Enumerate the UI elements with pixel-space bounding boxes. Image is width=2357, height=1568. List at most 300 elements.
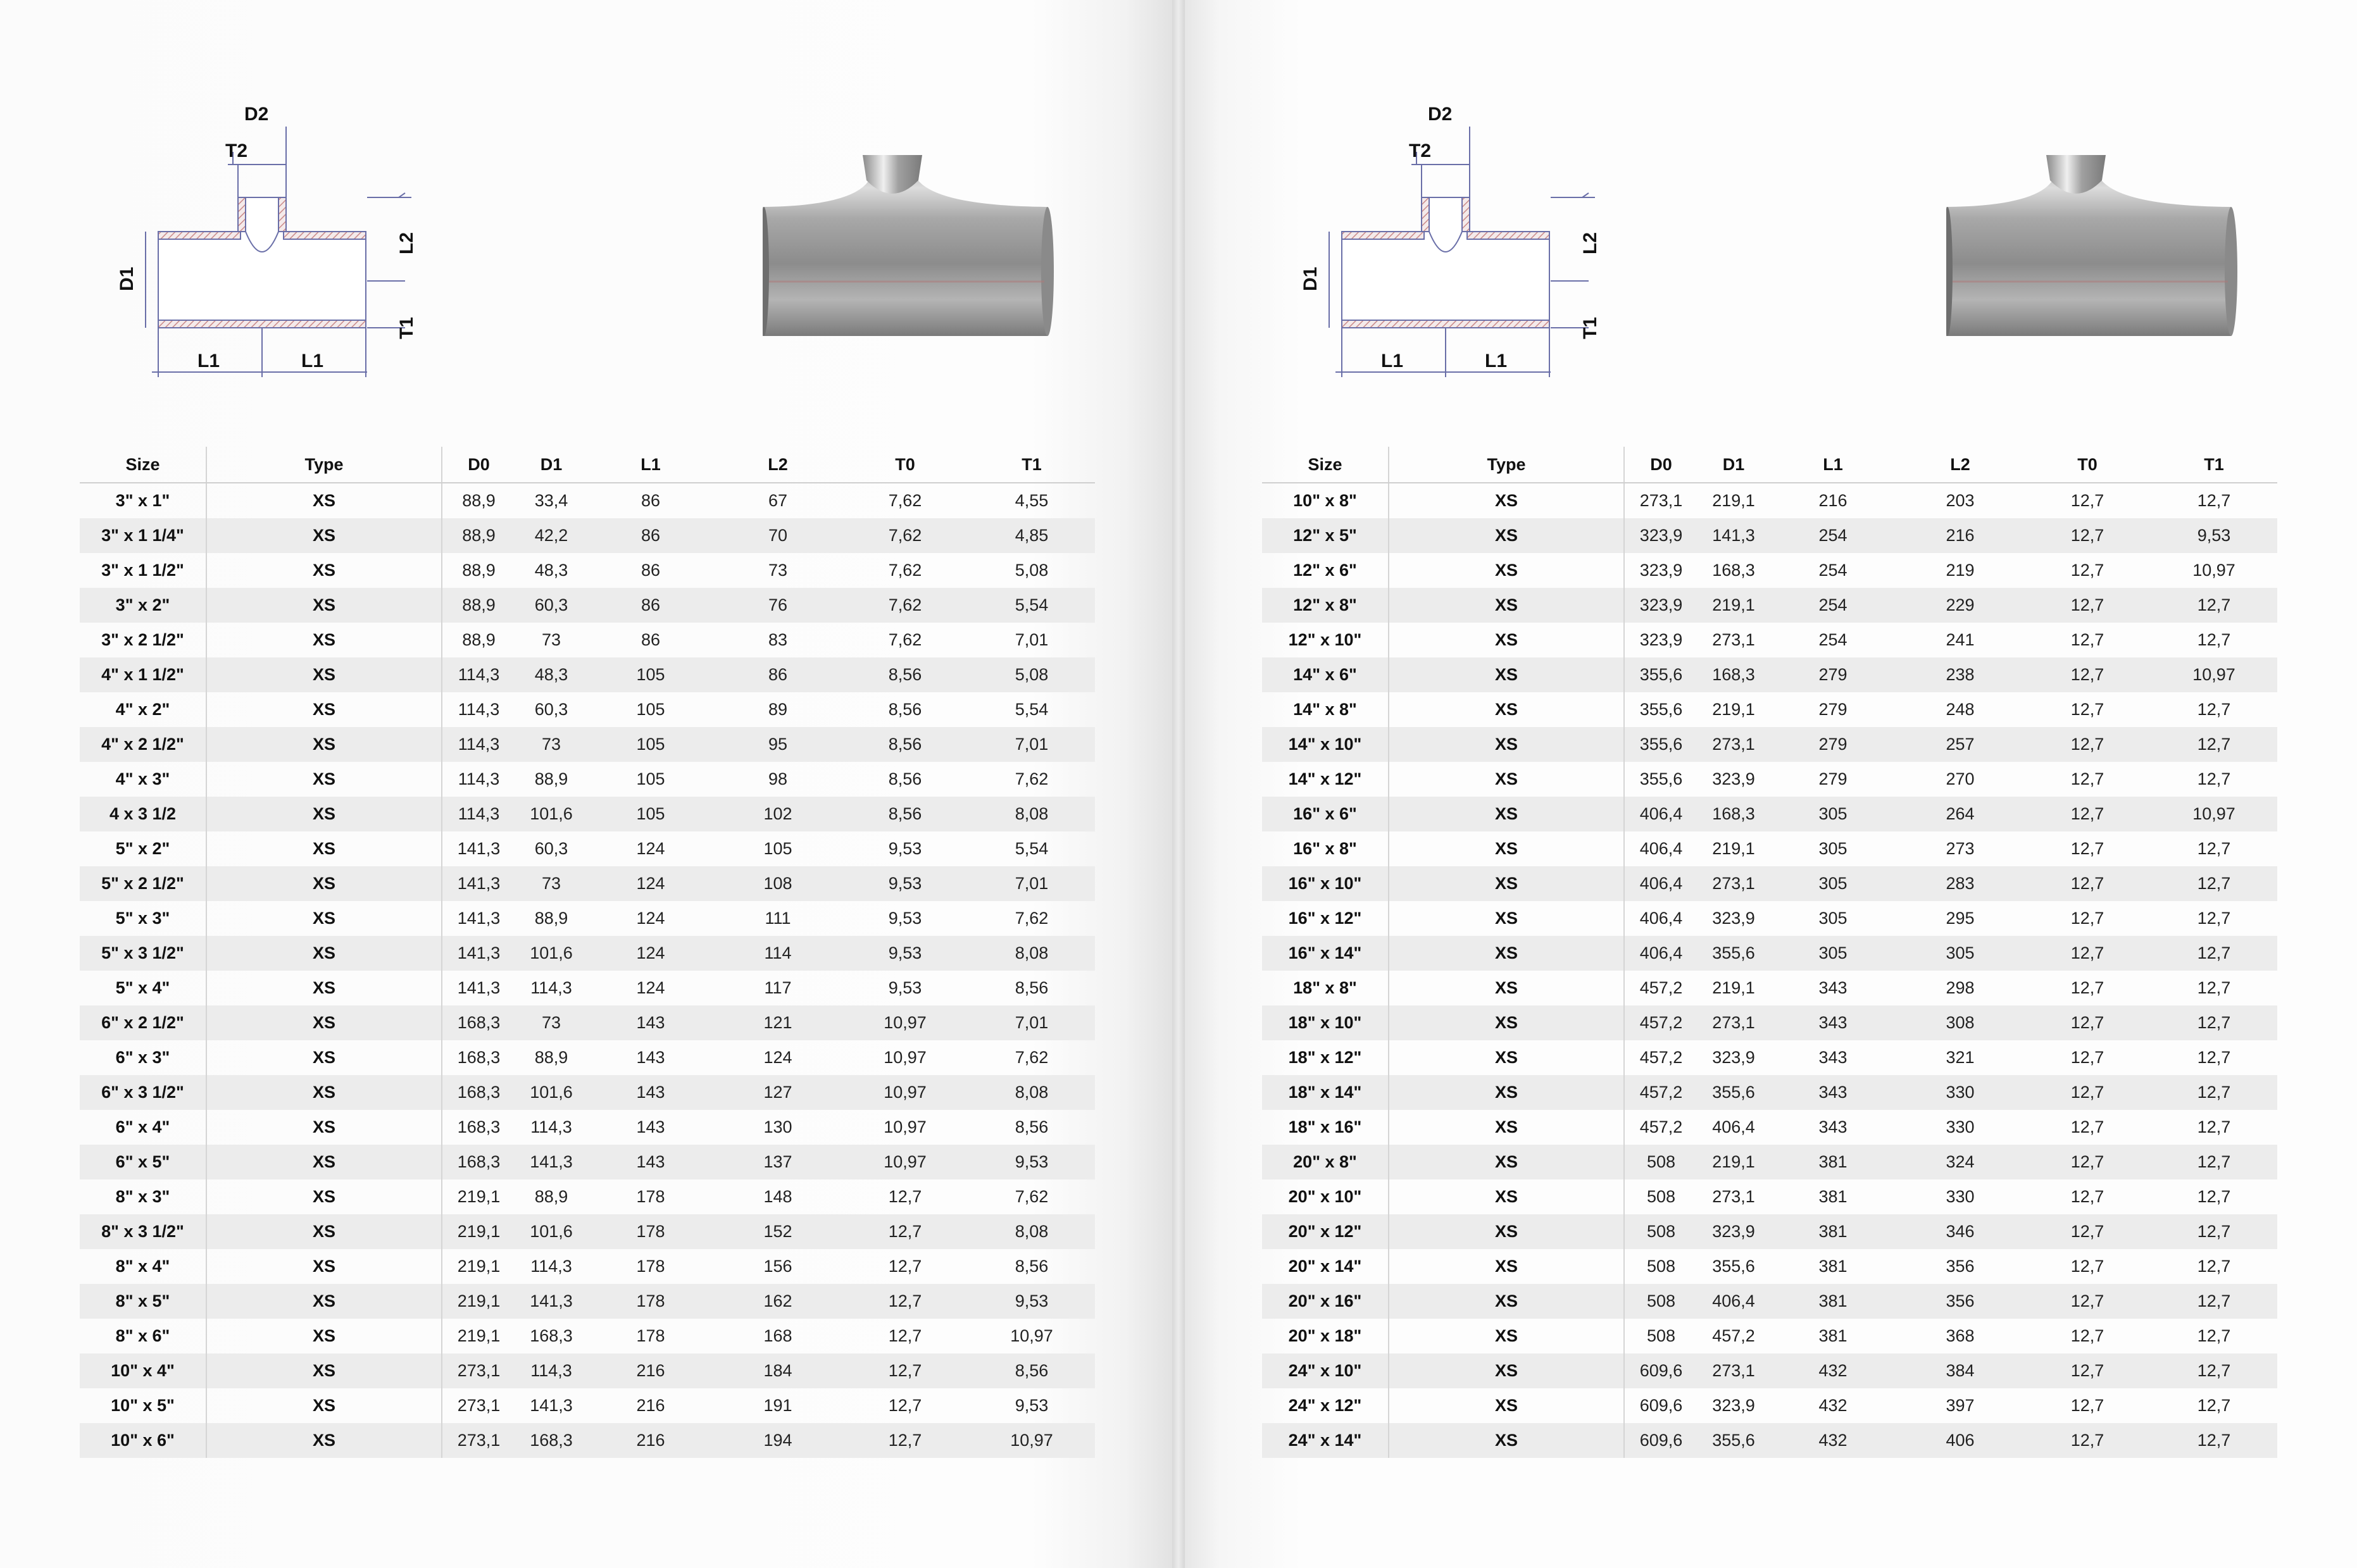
table-cell: 9,53 — [888, 909, 922, 928]
table-cell: 432 — [1770, 1353, 1896, 1388]
table-cell: 10" x 5" — [80, 1388, 206, 1423]
table-cell: 3" x 2" — [80, 588, 206, 623]
table-cell: 279 — [1818, 700, 1847, 719]
table-cell: 283 — [1896, 866, 2024, 901]
table-cell: 248 — [1946, 700, 1975, 719]
table-cell: 10,97 — [1010, 1326, 1053, 1345]
table-cell: 3" x 2 1/2" — [80, 623, 206, 657]
table-cell: 137 — [714, 1145, 842, 1179]
table-cell: XS — [206, 1214, 442, 1249]
table-cell: 10,97 — [968, 1423, 1095, 1458]
table-row — [1262, 797, 2277, 831]
table-cell: XS — [1389, 1353, 1624, 1388]
table-cell: XS — [206, 1353, 442, 1388]
table-cell: 114,3 — [442, 727, 515, 762]
table-row — [80, 588, 1095, 623]
column-header: D1 — [1697, 447, 1770, 483]
table-cell: 124 — [587, 866, 714, 901]
table-cell: 12,7 — [2070, 1048, 2104, 1067]
table-cell: 162 — [714, 1284, 842, 1319]
table-row — [1262, 1179, 2277, 1214]
table-cell: XS — [1494, 491, 1518, 510]
table-cell: 48,3 — [515, 657, 587, 692]
table-cell: 124 — [636, 909, 665, 928]
table-cell: 10,97 — [2151, 657, 2277, 692]
table-cell: 330 — [1896, 1075, 2024, 1110]
table-cell: 229 — [1896, 588, 2024, 623]
table-cell: 264 — [1896, 797, 2024, 831]
table-cell: 355,6 — [1624, 762, 1697, 797]
table-cell: 168,3 — [530, 1326, 573, 1345]
table-cell: 168,3 — [442, 1040, 515, 1075]
table-cell: 48,3 — [534, 561, 568, 580]
table-cell: 8,56 — [1015, 1117, 1049, 1136]
table-cell: 33,4 — [534, 491, 568, 510]
spec-table-left — [80, 447, 1095, 1458]
reducing-tee-photo-left — [763, 155, 1054, 339]
table-cell: 508 — [1624, 1284, 1697, 1319]
table-cell: 18" x 10" — [1262, 1005, 1389, 1040]
table-row — [80, 831, 1095, 866]
table-cell: 8,56 — [1015, 978, 1049, 997]
table-cell: 88,9 — [534, 769, 568, 788]
table-cell: 10" x 6" — [80, 1423, 206, 1458]
table-cell: XS — [206, 1284, 442, 1319]
table-cell: 12,7 — [2197, 1048, 2231, 1067]
table-cell: 219,1 — [1697, 1145, 1770, 1179]
header-row — [80, 447, 1095, 483]
table-cell: 86 — [641, 491, 661, 510]
table-cell: 457,2 — [1624, 1110, 1697, 1145]
table-cell: 12,7 — [2197, 909, 2231, 928]
table-cell: XS — [206, 1005, 442, 1040]
table-cell: 12,7 — [842, 1214, 968, 1249]
table-cell: 219 — [1946, 561, 1975, 580]
table-cell: 12,7 — [2070, 630, 2104, 649]
table-cell: 609,6 — [1624, 1388, 1697, 1423]
table-cell: 216 — [587, 1423, 714, 1458]
table-cell: 355,6 — [1697, 1075, 1770, 1110]
table-cell: 270 — [1946, 769, 1975, 788]
table-row — [1262, 1353, 2277, 1388]
column-header: L1 — [587, 447, 714, 483]
table-cell: 18" x 12" — [1262, 1040, 1389, 1075]
table-cell: 105 — [587, 797, 714, 831]
label-l2: L2 — [1580, 232, 1601, 254]
table-cell: 191 — [763, 1396, 792, 1415]
table-cell: 24" x 14" — [1262, 1423, 1389, 1458]
label-d2: D2 — [1428, 104, 1453, 125]
table-cell: 12" x 10" — [1262, 623, 1389, 657]
table-cell: 60,3 — [534, 839, 568, 858]
table-cell: 12,7 — [2070, 909, 2104, 928]
table-cell: 168,3 — [442, 1145, 515, 1179]
table-row — [80, 797, 1095, 831]
reducing-tee-photo-right — [1946, 155, 2237, 339]
table-row — [1262, 1319, 2277, 1353]
table-cell: 178 — [636, 1257, 665, 1276]
table-cell: 12" x 5" — [1262, 518, 1389, 553]
table-cell: 12,7 — [2024, 657, 2151, 692]
table-row — [1262, 831, 2277, 866]
table-cell: 14" x 8" — [1262, 692, 1389, 727]
table-cell: 6" x 4" — [80, 1110, 206, 1145]
table-cell: 143 — [636, 1117, 665, 1136]
table-row — [1262, 623, 2277, 657]
table-cell: XS — [312, 839, 336, 858]
column-header: L1 — [1770, 447, 1896, 483]
table-cell: 8" x 6" — [80, 1319, 206, 1353]
table-cell: 88,9 — [442, 623, 515, 657]
table-cell: XS — [1494, 978, 1518, 997]
table-cell: 73 — [515, 1005, 587, 1040]
table-cell: 12" x 8" — [1262, 588, 1389, 623]
table-cell: XS — [312, 1257, 336, 1276]
table-row — [1262, 1145, 2277, 1179]
table-cell: 18" x 16" — [1262, 1110, 1389, 1145]
table-cell: 4,85 — [968, 518, 1095, 553]
table-cell: 12,7 — [2197, 700, 2231, 719]
table-cell: 141,3 — [442, 901, 515, 936]
table-cell: 152 — [714, 1214, 842, 1249]
table-cell: 12" x 6" — [1262, 553, 1389, 588]
table-cell: 73 — [515, 866, 587, 901]
table-cell: 219,1 — [1712, 700, 1755, 719]
table-cell: 73 — [541, 630, 561, 649]
table-cell: XS — [312, 978, 336, 997]
table-cell: 432 — [1818, 1396, 1847, 1415]
table-cell: 86 — [714, 657, 842, 692]
table-cell: 219,1 — [442, 1214, 515, 1249]
table-cell: 12,7 — [2070, 1326, 2104, 1345]
table-row — [1262, 483, 2277, 518]
column-header: D1 — [515, 447, 587, 483]
table-cell: 355,6 — [1624, 657, 1697, 692]
table-cell: 12,7 — [2151, 1284, 2277, 1319]
table-cell: 305 — [1770, 936, 1896, 971]
tee-dimension-drawing-left — [89, 89, 443, 392]
table-cell: 124 — [636, 839, 665, 858]
table-cell: XS — [206, 866, 442, 901]
table-cell: 102 — [714, 797, 842, 831]
table-cell: XS — [1389, 797, 1624, 831]
table-cell: 406,4 — [1624, 831, 1697, 866]
table-cell: XS — [1389, 936, 1624, 971]
table-cell: 8,56 — [842, 797, 968, 831]
table-cell: XS — [312, 1117, 336, 1136]
table-cell: 457,2 — [1624, 1005, 1697, 1040]
table-cell: 12,7 — [2070, 700, 2104, 719]
table-row — [1262, 727, 2277, 762]
table-cell: 6" x 3 1/2" — [80, 1075, 206, 1110]
table-cell: 5,54 — [968, 588, 1095, 623]
table-cell: 168 — [763, 1326, 792, 1345]
table-row — [1262, 657, 2277, 692]
table-row — [80, 1075, 1095, 1110]
table-cell: 406,4 — [1624, 901, 1697, 936]
table-cell: 12,7 — [2151, 866, 2277, 901]
table-cell: 343 — [1818, 978, 1847, 997]
table-cell: 8" x 3 1/2" — [80, 1214, 206, 1249]
table-cell: 273,1 — [442, 1388, 515, 1423]
table-cell: 343 — [1770, 1005, 1896, 1040]
table-row — [80, 623, 1095, 657]
table-cell: 323,9 — [1712, 769, 1755, 788]
table-row — [1262, 1214, 2277, 1249]
table-cell: 88,9 — [534, 1048, 568, 1067]
table-cell: 88,9 — [442, 553, 515, 588]
table-cell: XS — [206, 657, 442, 692]
table-cell: 12,7 — [842, 1353, 968, 1388]
table-cell: 216 — [636, 1396, 665, 1415]
table-cell: 7,62 — [888, 630, 922, 649]
table-cell: 108 — [714, 866, 842, 901]
table-cell: XS — [1389, 1075, 1624, 1110]
table-cell: XS — [206, 936, 442, 971]
table-cell: XS — [1494, 1187, 1518, 1206]
table-cell: XS — [206, 797, 442, 831]
label-t2: T2 — [1409, 140, 1432, 161]
table-cell: XS — [1389, 1005, 1624, 1040]
table-cell: 12,7 — [2151, 1145, 2277, 1179]
table-cell: 8,56 — [968, 1353, 1095, 1388]
column-header: T0 — [2024, 447, 2151, 483]
table-cell: 343 — [1818, 1117, 1847, 1136]
table-cell: 273,1 — [1624, 483, 1697, 518]
table-cell: 381 — [1818, 1187, 1847, 1206]
table-cell: XS — [312, 561, 336, 580]
table-cell: 12,7 — [2197, 1326, 2231, 1345]
table-cell: 9,53 — [888, 978, 922, 997]
table-cell: 7,01 — [1015, 630, 1049, 649]
table-cell: 12,7 — [2024, 1423, 2151, 1458]
table-cell: 308 — [1896, 1005, 2024, 1040]
table-cell: 508 — [1624, 1214, 1697, 1249]
table-cell: 111 — [765, 909, 791, 928]
label-l1-a: L1 — [1381, 351, 1404, 371]
table-cell: 457,2 — [1624, 971, 1697, 1005]
table-row — [1262, 1388, 2277, 1423]
table-cell: 60,3 — [534, 700, 568, 719]
table-row — [1262, 1040, 2277, 1075]
table-cell: 432 — [1770, 1423, 1896, 1458]
table-cell: XS — [206, 1075, 442, 1110]
table-cell: 355,6 — [1712, 1257, 1755, 1276]
table-cell: XS — [1494, 909, 1518, 928]
table-cell: 219,1 — [442, 1249, 515, 1284]
table-cell: 20" x 10" — [1262, 1179, 1389, 1214]
table-cell: 114,3 — [530, 978, 572, 997]
table-cell: 73 — [515, 727, 587, 762]
table-cell: 323,9 — [1697, 1214, 1770, 1249]
table-cell: 8,56 — [888, 700, 922, 719]
table-cell: XS — [312, 1396, 336, 1415]
table-cell: 5" x 3 1/2" — [80, 936, 206, 971]
table-cell: 219,1 — [1697, 588, 1770, 623]
table-cell: 12,7 — [2197, 1117, 2231, 1136]
table-cell: 12,7 — [842, 1284, 968, 1319]
table-cell: 18" x 8" — [1262, 971, 1389, 1005]
table-cell: 257 — [1896, 727, 2024, 762]
table-cell: 508 — [1624, 1249, 1697, 1284]
table-cell: 16" x 8" — [1262, 831, 1389, 866]
table-cell: 279 — [1818, 769, 1847, 788]
table-cell: 323,9 — [1712, 1396, 1755, 1415]
table-cell: 14" x 6" — [1262, 657, 1389, 692]
table-cell: 10,97 — [2192, 561, 2235, 580]
table-cell: 6" x 3" — [80, 1040, 206, 1075]
table-cell: 86 — [641, 630, 661, 649]
table-cell: 88,9 — [442, 518, 515, 553]
table-cell: 406,4 — [1624, 936, 1697, 971]
table-row — [80, 1214, 1095, 1249]
table-cell: 12,7 — [2151, 727, 2277, 762]
table-cell: XS — [1494, 630, 1518, 649]
table-cell: 381 — [1818, 1326, 1847, 1345]
table-cell: XS — [312, 1048, 336, 1067]
table-cell: 8,56 — [842, 657, 968, 692]
table-cell: 7,62 — [842, 588, 968, 623]
table-cell: 10,97 — [884, 1048, 927, 1067]
table-cell: XS — [1494, 1257, 1518, 1276]
table-cell: 12,7 — [2070, 978, 2104, 997]
table-cell: 20" x 18" — [1262, 1319, 1389, 1353]
table-cell: 343 — [1818, 1048, 1847, 1067]
table-row — [80, 901, 1095, 936]
table-cell: 141,3 — [442, 971, 515, 1005]
table-cell: 5,54 — [1015, 700, 1049, 719]
table-cell: 7,62 — [1015, 1048, 1049, 1067]
table-cell: 70 — [714, 518, 842, 553]
table-cell: 12,7 — [2151, 1075, 2277, 1110]
table-cell: 5" x 3" — [80, 901, 206, 936]
table-cell: 12,7 — [2197, 839, 2231, 858]
table-cell: 323,9 — [1712, 1048, 1755, 1067]
table-cell: 105 — [636, 769, 665, 788]
table-cell: 5" x 4" — [80, 971, 206, 1005]
table-cell: 88,9 — [534, 909, 568, 928]
table-cell: 24" x 12" — [1262, 1388, 1389, 1423]
table-cell: 88,9 — [442, 483, 515, 518]
table-cell: 6" x 2 1/2" — [80, 1005, 206, 1040]
table-cell: 73 — [768, 561, 788, 580]
table-cell: 143 — [587, 1005, 714, 1040]
label-l1-b: L1 — [301, 351, 324, 371]
table-cell: 8,08 — [968, 936, 1095, 971]
table-cell: 141,3 — [442, 831, 515, 866]
table-cell: 457,2 — [1624, 1040, 1697, 1075]
table-cell: 381 — [1818, 1257, 1847, 1276]
table-cell: 12,7 — [2070, 1396, 2104, 1415]
table-row — [1262, 866, 2277, 901]
label-t1: T1 — [1580, 316, 1601, 339]
table-cell: 4 x 3 1/2 — [80, 797, 206, 831]
table-cell: 7,62 — [1015, 909, 1049, 928]
table-cell: 12,7 — [2070, 1257, 2104, 1276]
table-cell: 5" x 2" — [80, 831, 206, 866]
table-cell: 178 — [587, 1284, 714, 1319]
table-cell: 238 — [1896, 657, 2024, 692]
column-header: Type — [1389, 447, 1624, 483]
table-cell: 156 — [763, 1257, 792, 1276]
table-cell: 7,62 — [842, 518, 968, 553]
table-cell: 12,7 — [2197, 978, 2231, 997]
table-cell: 273,1 — [1697, 866, 1770, 901]
table-cell: 273,1 — [442, 1423, 515, 1458]
table-cell: XS — [312, 909, 336, 928]
table-cell: 457,2 — [1712, 1326, 1755, 1345]
spec-table-right — [1262, 447, 2277, 1458]
table-row — [80, 762, 1095, 797]
table-cell: 355,6 — [1624, 727, 1697, 762]
label-l1-a: L1 — [197, 351, 220, 371]
table-cell: 406,4 — [1697, 1284, 1770, 1319]
table-cell: XS — [1389, 866, 1624, 901]
table-cell: 7,62 — [888, 491, 922, 510]
table-cell: 86 — [587, 518, 714, 553]
table-row — [1262, 692, 2277, 727]
table-cell: 12,7 — [2024, 1145, 2151, 1179]
table-row — [80, 1284, 1095, 1319]
table-cell: 60,3 — [515, 588, 587, 623]
table-cell: 16" x 12" — [1262, 901, 1389, 936]
table-cell: 273,1 — [1712, 630, 1755, 649]
table-cell: 273,1 — [1697, 1005, 1770, 1040]
table-cell: 12,7 — [2024, 866, 2151, 901]
table-cell: 7,01 — [968, 1005, 1095, 1040]
table-cell: XS — [206, 1145, 442, 1179]
table-cell: 168,3 — [1712, 561, 1755, 580]
table-cell: 406,4 — [1624, 866, 1697, 901]
table-cell: 203 — [1946, 491, 1975, 510]
table-cell: 397 — [1946, 1396, 1975, 1415]
label-d2: D2 — [244, 104, 269, 125]
table-cell: 346 — [1896, 1214, 2024, 1249]
table-cell: 305 — [1770, 797, 1896, 831]
table-cell: 12,7 — [2024, 1284, 2151, 1319]
table-cell: 9,53 — [1015, 1396, 1049, 1415]
table-cell: 7,01 — [968, 866, 1095, 901]
table-cell: 216 — [587, 1353, 714, 1388]
table-cell: 86 — [587, 588, 714, 623]
table-cell: 295 — [1946, 909, 1975, 928]
table-cell: XS — [1494, 769, 1518, 788]
table-cell: 141,3 — [442, 936, 515, 971]
table-cell: 355,6 — [1697, 936, 1770, 971]
table-row — [1262, 901, 2277, 936]
table-cell: 114,3 — [442, 797, 515, 831]
table-cell: 10,97 — [842, 1005, 968, 1040]
table-cell: 5,08 — [1015, 561, 1049, 580]
table-cell: 141,3 — [530, 1396, 573, 1415]
table-cell: 105 — [587, 727, 714, 762]
table-cell: 305 — [1770, 866, 1896, 901]
table-cell: 381 — [1770, 1214, 1896, 1249]
table-cell: 114 — [714, 936, 842, 971]
table-cell: 321 — [1946, 1048, 1975, 1067]
table-cell: 216 — [1818, 491, 1847, 510]
table-cell: 42,2 — [515, 518, 587, 553]
table-cell: 12,7 — [2024, 1005, 2151, 1040]
table-cell: 178 — [636, 1326, 665, 1345]
table-cell: 12,7 — [2070, 1117, 2104, 1136]
column-header: Size — [80, 447, 206, 483]
table-cell: 3" x 1 1/2" — [80, 553, 206, 588]
table-cell: 114,3 — [515, 1353, 587, 1388]
table-cell: 3" x 1 1/4" — [80, 518, 206, 553]
table-cell: 12,7 — [2024, 1353, 2151, 1388]
table-cell: 5" x 2 1/2" — [80, 866, 206, 901]
